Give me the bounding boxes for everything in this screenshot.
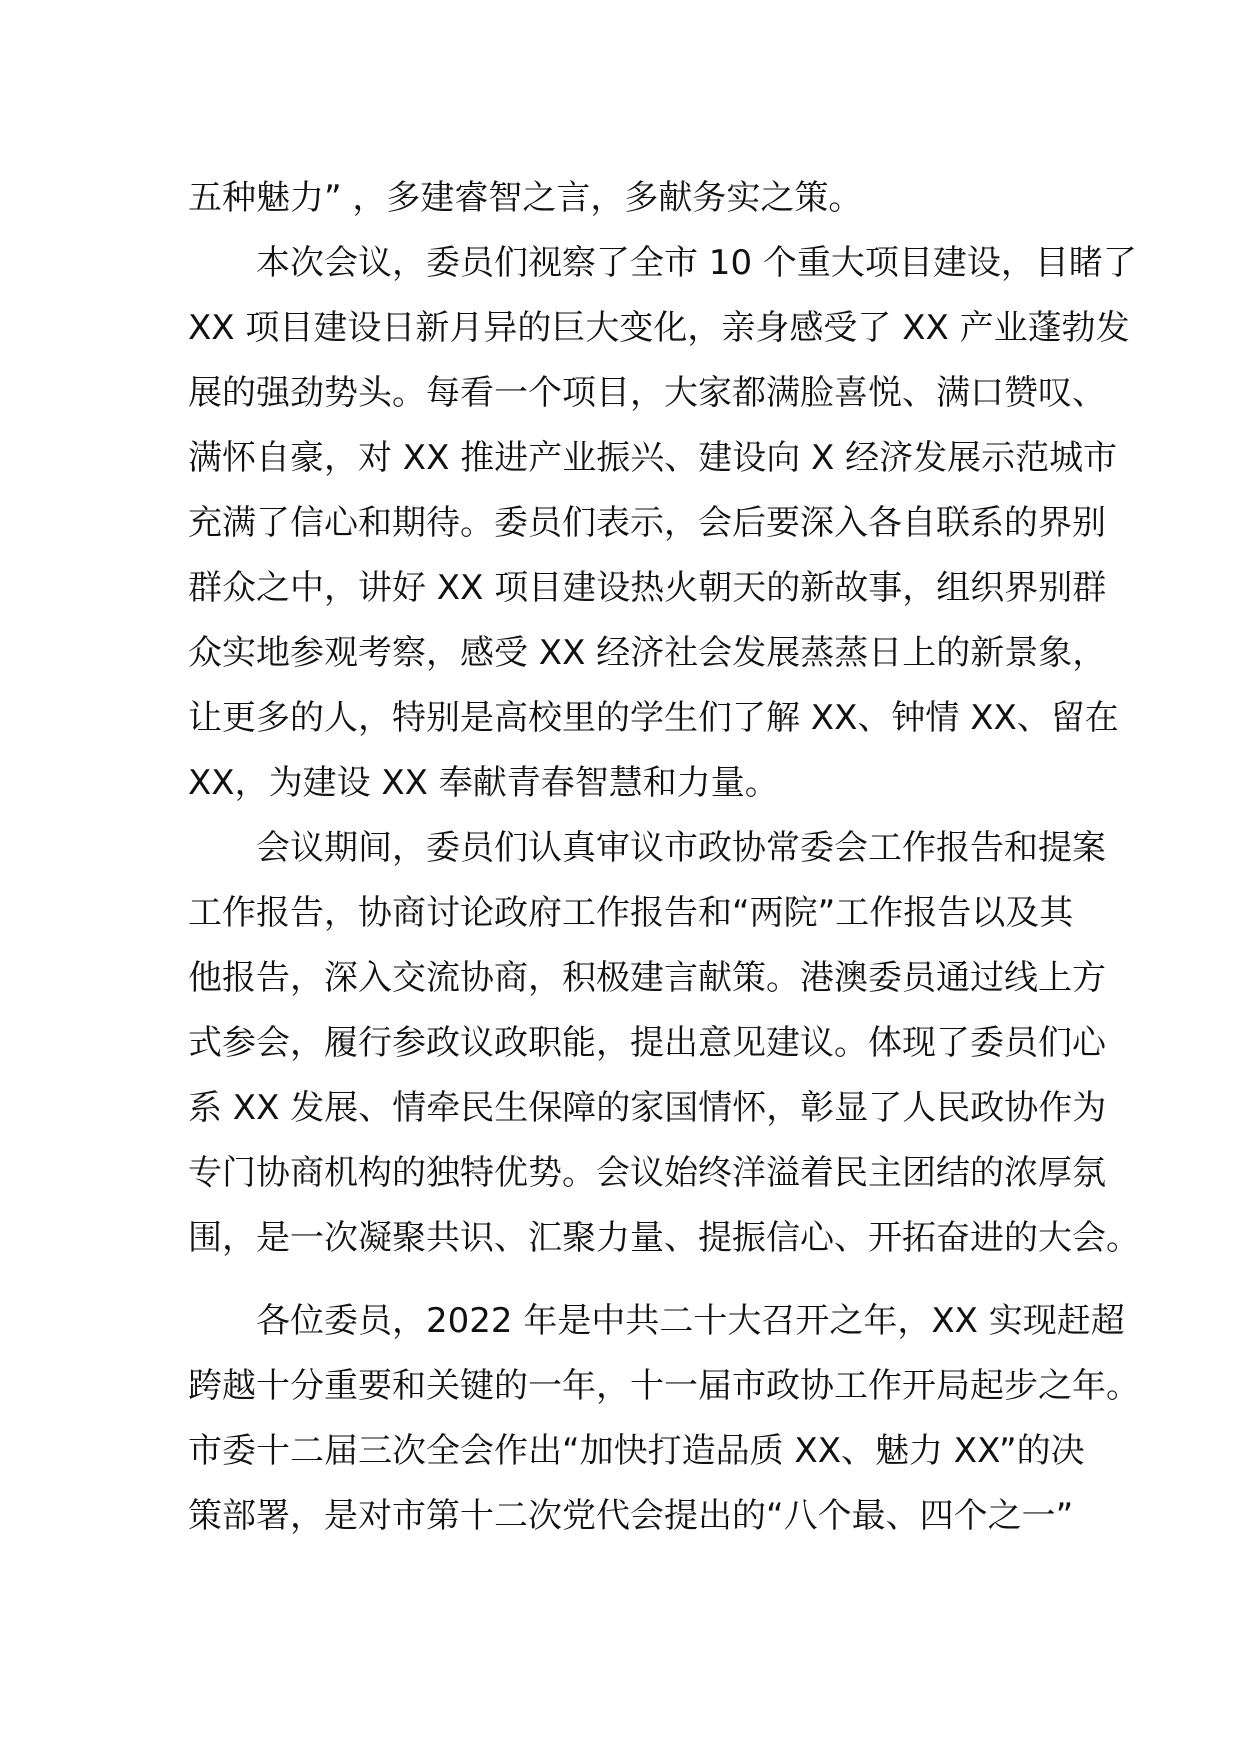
text-line: 会议期间，委员们认真审议市政协常委会工作报告和提案 xyxy=(188,828,1106,868)
text-line: 群众之中，讲好 XX 项目建设热火朝天的新故事，组织界别群 xyxy=(188,568,1107,608)
text-line: 展的强劲势头。每看一个项目，大家都满脸喜悦、满口赞叹、 xyxy=(188,373,1106,413)
text-line: 众实地参观考察，感受 XX 经济社会发展蒸蒸日上的新景象， xyxy=(188,633,1107,673)
text-line: 市委十二届三次全会作出“加快打造品质 XX、魅力 XX”的决 xyxy=(188,1431,1085,1471)
text-line: XX 项目建设日新月异的巨大变化，亲身感受了 XX 产业蓬勃发 xyxy=(188,308,1130,348)
text-line: 五种魅力” ，多建睿智之言，多献务实之策。 xyxy=(188,178,863,218)
text-line: 式参会，履行参政议政职能，提出意见建议。体现了委员们心 xyxy=(188,1023,1106,1063)
text-line: 各位委员，2022 年是中共二十大召开之年，XX 实现赶超 xyxy=(188,1301,1125,1341)
text-line: 本次会议，委员们视察了全市 10 个重大项目建设，目睹了 xyxy=(188,243,1137,283)
text-line: 充满了信心和期待。委员们表示，会后要深入各自联系的界别 xyxy=(188,503,1106,543)
text-line: 专门协商机构的独特优势。会议始终洋溢着民主团结的浓厚氛 xyxy=(188,1153,1106,1193)
text-line: 让更多的人，特别是高校里的学生们了解 XX、钟情 XX、留在 xyxy=(188,698,1119,738)
text-line: 系 XX 发展、情牵民生保障的家国情怀，彰显了人民政协作为 xyxy=(188,1088,1107,1128)
paragraph xyxy=(188,231,1137,816)
text-line: 围，是一次凝聚共识、汇聚力量、提振信心、开拓奋进的大会。 xyxy=(188,1218,1140,1258)
text-line: 满怀自豪，对 XX 推进产业振兴、建设向 X 经济发展示范城市 xyxy=(188,438,1118,478)
paragraph xyxy=(188,1289,1140,1549)
text-line: XX，为建设 XX 奉献青春智慧和力量。 xyxy=(188,763,779,803)
text-line: 他报告，深入交流协商，积极建言献策。港澳委员通过线上方 xyxy=(188,958,1106,998)
text-line: 策部署，是对市第十二次党代会提出的“八个最、四个之一” xyxy=(188,1496,1074,1536)
paragraph-spacer xyxy=(188,1271,1068,1289)
body-text xyxy=(188,166,1140,1549)
paragraph xyxy=(188,816,1140,1271)
text-line: 跨越十分重要和关键的一年，十一届市政协工作开局起步之年。 xyxy=(188,1366,1140,1406)
paragraph xyxy=(188,166,1068,231)
text-line: 工作报告，协商讨论政府工作报告和“两院”工作报告以及其 xyxy=(188,893,1074,933)
